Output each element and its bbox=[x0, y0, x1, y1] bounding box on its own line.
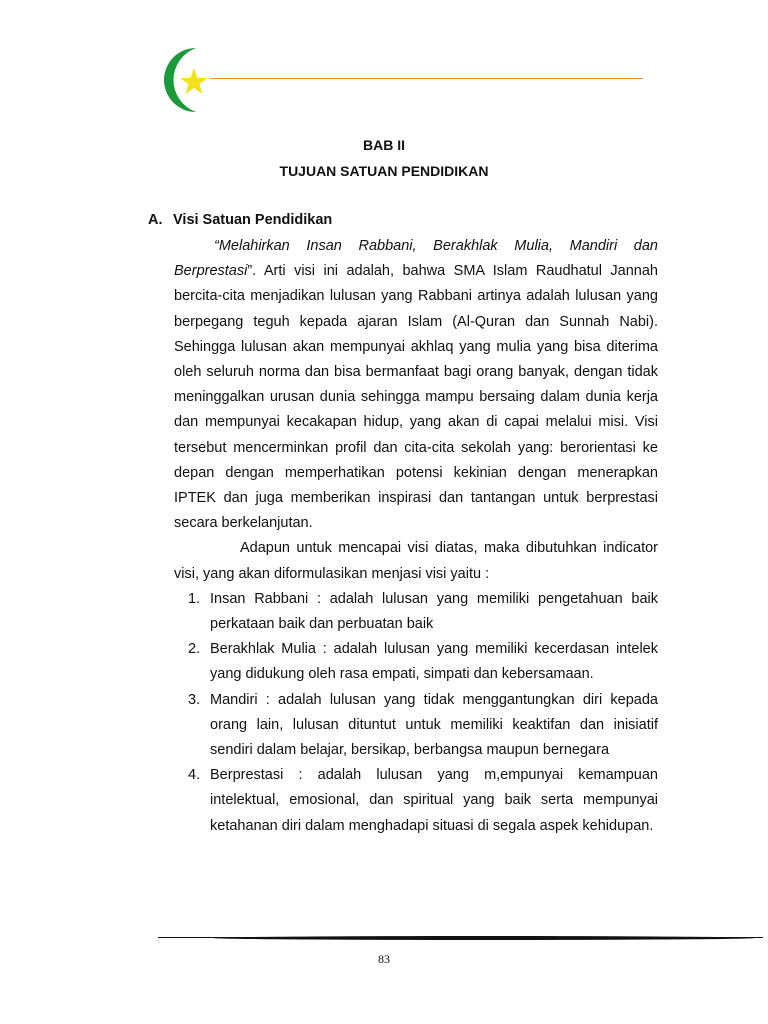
list-item bbox=[174, 688, 658, 764]
crescent-star-icon bbox=[148, 44, 212, 116]
list-item-text: Insan Rabbani : adalah lulusan yang memiliki pengetahuan baik perkataan baik dan perbuatan baik bbox=[210, 590, 658, 633]
page-number: 83 bbox=[378, 952, 390, 966]
footer-rule-thick bbox=[214, 936, 754, 940]
vision-explanation: Arti visi ini adalah, bahwa SMA Islam Raudhatul Jannah bercita-cita menjadikan lulusan yang Rabbani artinya adalah lulusan yang berpegang teguh kepada ajaran Islam (Al-Quran dan Sunnah Nabi). Sehingga lulusan akan mempunyai akhlaq yang mulia yang bisa diterima oleh seluruh norma dan bisa bermanfaat bagi orang banyak, dengan tidak meninggalkan urusan dunia sehingga mampu bersaing dalam dunia kerja dan mempunyai kecakapan hidup, yang akan di capai melalui misi. Visi tersebut mencerminkan profil dan cita-cita sekolah yang: berorientasi ke depan dengan memperhatikan potensi kekinian dengan menerapkan IPTEK dan juga memberikan inspirasi dan tantangan untuk berprestasi secara berkelanjutan. bbox=[174, 263, 658, 532]
chapter-title: TUJUAN SATUAN PENDIDIKAN bbox=[279, 163, 489, 179]
list-item-number: 3. bbox=[188, 691, 201, 708]
list-item bbox=[174, 637, 658, 687]
vision-quote: “Melahirkan Insan Rabbani, Berakhlak Mulia, Mandiri dan Berprestasi bbox=[174, 238, 658, 280]
header-rule bbox=[210, 78, 643, 79]
list-item-number: 4. bbox=[188, 767, 201, 784]
section-number: A. bbox=[148, 212, 163, 228]
list-item-number: 1. bbox=[188, 590, 201, 607]
section-heading bbox=[148, 212, 332, 228]
list-item bbox=[174, 763, 658, 839]
chapter-number: BAB II bbox=[363, 137, 405, 153]
vision-paragraph bbox=[174, 234, 658, 536]
body-text bbox=[174, 234, 658, 839]
vision-indicator-list bbox=[174, 587, 658, 839]
list-item-text: Mandiri : adalah lulusan yang tidak menggantungkan diri kepada orang lain, lulusan dituntut untuk memiliki keaktifan dan inisiatif sendiri dalam belajar, bersikap, berbangsa maupun bernegara bbox=[210, 691, 658, 759]
section-title: Visi Satuan Pendidikan bbox=[173, 212, 333, 228]
vision-quote-close: ”. bbox=[247, 263, 257, 280]
list-item-number: 2. bbox=[188, 641, 201, 658]
list-item-text: Berprestasi : adalah lulusan yang m,empunyai kemampuan intelektual, emosional, dan spiritual yang baik serta mempunyai ketahanan diri dalam menghadapi situasi di segala aspek kehidupan. bbox=[210, 767, 658, 834]
list-item bbox=[174, 587, 658, 637]
indicator-paragraph: Adapun untuk mencapai visi diatas, maka dibutuhkan indicator visi, yang akan diformulasikan menjasi visi yaitu : bbox=[174, 540, 658, 582]
list-item-text: Berakhlak Mulia : adalah lulusan yang memiliki kecerdasan intelek yang didukung oleh rasa empati, simpati dan kebersamaan. bbox=[210, 641, 658, 683]
